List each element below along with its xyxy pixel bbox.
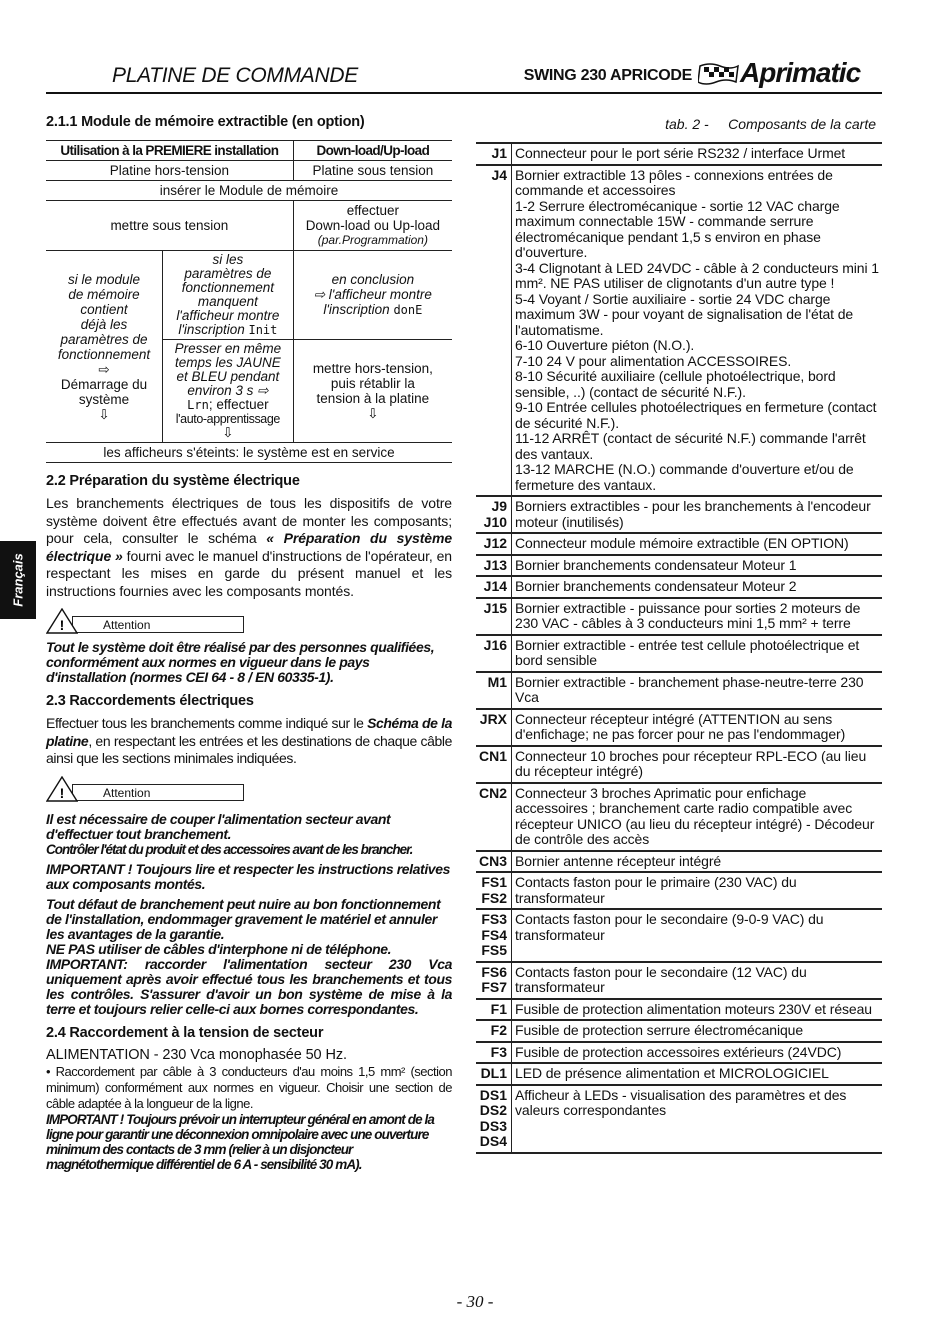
component-code: JRX	[476, 709, 512, 746]
section-2-3-paragraph: Effectuer tous les branchements comme indiqué sur le Schéma de la platine, en respectant les entrées et les destinations de chaque câble ainsi que les sections minimales indiquées.	[46, 715, 452, 766]
component-code: F3	[476, 1042, 512, 1064]
svg-text:!: !	[59, 784, 65, 801]
table-cell-conclusion: en conclusion ⇨ l'afficheur montre l'inscription donE	[293, 251, 452, 340]
memory-module-table	[46, 140, 452, 463]
section-2-2-title: 2.2 Préparation du système électrique	[46, 473, 300, 489]
warning-text: IMPORTANT ! Toujours lire et respecter les instructions relatives aux composants montés.	[46, 860, 450, 892]
component-code: DL1	[476, 1063, 512, 1085]
arrow-down-icon: ⇩	[222, 425, 234, 440]
component-description: Borniers extractibles - pour les branchements à l'encodeur moteur (inutilisés)	[512, 496, 882, 533]
component-code: J16	[476, 635, 512, 672]
component-code: FS3 FS4 FS5	[476, 909, 512, 962]
arrow-down-icon: ⇩	[367, 406, 379, 421]
component-code: J1	[476, 143, 512, 165]
warning-text: Il est nécessaire de couper l'alimentation secteur avant d'effectuer tout branchement.	[46, 810, 391, 842]
component-code: J14	[476, 576, 512, 598]
table-row	[476, 555, 882, 577]
warning-text: NE PAS utiliser de câbles d'interphone ni de téléphone.	[46, 940, 392, 957]
component-code: J13	[476, 555, 512, 577]
component-description: LED de présence alimentation et MICROLOGICIEL	[512, 1063, 882, 1085]
header-rule	[46, 92, 882, 94]
table-cell: effectuer Down-load ou Up-load (par.Programmation)	[293, 201, 452, 251]
component-description: Bornier extractible - branchement phase-neutre-terre 230 Vca	[512, 672, 882, 709]
table-row	[476, 1085, 882, 1153]
component-code: FS6 FS7	[476, 962, 512, 999]
section-2-3-title: 2.3 Raccordements électriques	[46, 693, 254, 709]
table-row	[476, 872, 882, 909]
display-code-lrn: Lrn	[187, 398, 209, 412]
component-description: Fusible de protection serrure électromécanique	[512, 1020, 882, 1042]
logo-text: Aprimatic	[740, 57, 861, 88]
arrow-right-icon: ⇨	[98, 361, 110, 377]
component-code: DS1 DS2 DS3 DS4	[476, 1085, 512, 1153]
component-description: Connecteur 10 broches pour récepteur RPL-ECO (au lieu du récepteur intégré)	[512, 746, 882, 783]
component-description: Contacts faston pour le secondaire (12 VAC) du transformateur	[512, 962, 882, 999]
component-code: J4	[476, 165, 512, 497]
display-code-init: Init	[248, 323, 278, 337]
table-row	[476, 533, 882, 555]
component-code: CN2	[476, 783, 512, 851]
svg-text:!: !	[59, 617, 65, 633]
attention-notice	[46, 776, 452, 802]
component-description: Connecteur pour le port série RS232 / interface Urmet	[512, 143, 882, 165]
table-row	[476, 962, 882, 999]
component-code: FS1 FS2	[476, 872, 512, 909]
power-supply-line: ALIMENTATION - 230 Vca monophasée 50 Hz.	[46, 1046, 347, 1063]
table-row	[476, 1063, 882, 1085]
table-row	[476, 909, 882, 962]
component-description: Fusible de protection accessoires extérieurs (24VDC)	[512, 1042, 882, 1064]
cable-paragraph: • Raccordement par câble à 3 conducteurs d'au moins 1,5 mm² (section minimum) conformément aux normes en vigueur. Choisir une section de câble adaptée à la longueur de la ligne.	[46, 1064, 452, 1111]
component-description: Bornier extractible 13 pôles - connexions entrées de commande et accessoires 1-2 Serrure électromécanique - sortie 12 VAC charge maximum connectable 15W - commande serrure électromécanique pendant 1,5 s environ en phase d'ouverture. 3-4 Clignotant à LED 24VDC - câble à 2 conducteurs mini 1 mm². NE PAS utiliser de clignotants d'un autre type ! 5-4 Voyant / Sortie auxiliaire - sortie 24 VDC charge maximum 3W - pour voyant de signalisation de l'état de l'automatisme. 6-10 Ouverture piéton (N.O.). 7-10 24 V pour alimentation ACCESSOIRES. 8-10 Sécurité auxiliaire (cellule photoélectrique, bord sensible, ..) (contact de sécurité N.F.). 9-10 Entrée cellules photoélectriques en fermeture (contact de sécurité N.F.). 11-12 ARRÊT (contact de sécurité N.F.) commande l'arrêt des vantaux. 13-12 MARCHE (N.O.) commande d'ouverture et/ou de fermeture des vantaux.	[512, 165, 882, 497]
page-number: - 30 -	[456, 1292, 494, 1311]
warning-text: Contrôler l'état du produit et des accessoires avant de les brancher.	[46, 841, 413, 857]
table-row	[476, 576, 882, 598]
component-description: Fusible de protection alimentation moteurs 230V et réseau	[512, 999, 882, 1021]
table-cell: Platine sous tension	[293, 161, 452, 181]
attention-notice	[46, 608, 452, 634]
table-cell: insérer le Module de mémoire	[46, 181, 452, 201]
table-row	[476, 598, 882, 635]
table-row	[476, 496, 882, 533]
brand-logo	[698, 56, 882, 92]
component-description: Bornier extractible - entrée test cellule photoélectrique et bord sensible	[512, 635, 882, 672]
component-description: Bornier branchements condensateur Moteur 2	[512, 576, 882, 598]
table-cell-press-buttons: Presser en même temps les JAUNE et BLEU pendant environ 3 s ⇨ Lrn; effectuer l'auto-apprentissage ⇩	[163, 340, 294, 443]
language-tab	[0, 541, 36, 619]
section-2-1-1-title: 2.1.1 Module de mémoire extractible (en option)	[46, 114, 365, 130]
table-row	[476, 709, 882, 746]
table-row	[476, 165, 882, 497]
table-cell: Platine hors-tension	[46, 161, 293, 181]
table-row	[476, 999, 882, 1021]
table-cell-params-missing: si les paramètres de fonctionnement manquent l'afficheur montre l'inscription Init	[163, 251, 294, 340]
table-row	[476, 672, 882, 709]
table-header-first-install: Utilisation à la PREMIERE installation	[46, 141, 293, 161]
component-code: J15	[476, 598, 512, 635]
right-column	[476, 114, 882, 1154]
component-code: M1	[476, 672, 512, 709]
table-row	[476, 143, 882, 165]
component-code: CN3	[476, 851, 512, 873]
page-title: PLATINE DE COMMANDE	[112, 64, 358, 87]
arrow-down-icon: ⇩	[98, 406, 110, 422]
table-cell-module-contains: si le module de mémoire contient déjà les paramètres de fonctionnement ⇨ Démarrage du système ⇩	[46, 251, 163, 443]
table-row	[476, 746, 882, 783]
display-code-done: donE	[393, 303, 423, 317]
component-description: Connecteur module mémoire extractible (EN OPTION)	[512, 533, 882, 555]
component-description: Afficheur à LEDs - visualisation des paramètres et des valeurs correspondantes	[512, 1085, 882, 1153]
component-code: F1	[476, 999, 512, 1021]
section-2-2-paragraph: Les branchements électriques de tous les dispositifs de votre système doivent être effectués avant de monter les composants; pour cela, consulter le schéma « Préparation du système électrique » fourni avec le manuel d'instructions de l'opérateur, en respectant les mises en garde du présent manuel et les instructions fournies avec les composants montés.	[46, 495, 453, 599]
component-code: CN1	[476, 746, 512, 783]
table-row	[476, 851, 882, 873]
breaker-warning: IMPORTANT ! Toujours prévoir un interrupteur général en amont de la ligne pour garantir une déconnexion omnipolaire avec une ouverture minimum des contacts de 3 mm (relier à un disjoncteur magnétothermique différentiel de 6 A - sensibilité 30 mA).	[46, 1112, 434, 1172]
table-cell: mettre sous tension	[46, 201, 293, 251]
qualified-warning: Tout le système doit être réalisé par des personnes qualifiées, conformément aux normes en vigueur dans le pays d'installation (normes CEI 64 - 8 / EN 60335-1).	[46, 639, 435, 685]
component-description: Bornier extractible - puissance pour sorties 2 moteurs de 230 VAC - câbles à 3 conducteurs mini 1,5 mm² + terre	[512, 598, 882, 635]
component-description: Contacts faston pour le primaire (230 VAC) du transformateur	[512, 872, 882, 909]
table-row	[476, 1042, 882, 1064]
component-description: Contacts faston pour le secondaire (9-0-9 VAC) du transformateur	[512, 909, 882, 962]
component-code: J12	[476, 533, 512, 555]
table-cell-in-service: les afficheurs s'éteints: le système est en service	[46, 443, 452, 463]
model-name: SWING 230 APRICODE	[523, 67, 692, 84]
warning-text: Tout défaut de branchement peut nuire au bon fonctionnement de l'installation, endommager gravement le matériel et annuler les avantages de la garantie.	[46, 895, 441, 942]
warning-triangle-icon	[46, 776, 78, 802]
section-2-4-title: 2.4 Raccordement à la tension de secteur	[46, 1024, 324, 1041]
component-description: Bornier branchements condensateur Moteur 1	[512, 555, 882, 577]
table-cell-power-off: mettre hors-tension, puis rétablir la tension à la platine ⇩	[293, 340, 452, 443]
attention-label: Attention	[72, 616, 244, 633]
attention-label: Attention	[72, 784, 244, 801]
page-header	[46, 56, 882, 96]
table-caption: tab. 2 - Composants de la carte	[665, 116, 876, 132]
component-code: F2	[476, 1020, 512, 1042]
language-label: Français	[10, 553, 26, 607]
component-description: Connecteur 3 broches Aprimatic pour enfichage accessoires ; branchement carte radio compatible avec récepteur UNICO (au lieu du récepteur intégré) - Décodeur de contrôle des accès	[512, 783, 882, 851]
checkered-flag-icon	[698, 62, 740, 86]
component-description: Connecteur récepteur intégré (ATTENTION au sens d'enfichage; ne pas forcer pour ne pas l'endommager)	[512, 709, 882, 746]
warning-triangle-icon	[46, 608, 78, 634]
table-row	[476, 635, 882, 672]
left-column	[46, 114, 452, 1172]
table-row	[476, 1020, 882, 1042]
table-header-download: Down-load/Up-load	[293, 141, 452, 161]
warning-text: IMPORTANT: raccorder l'alimentation secteur 230 Vca uniquement après avoir effectué tous les branchements et tous les contrôles. S'assurer d'avoir un bon système de mise à la terre et toujours relier celle-ci aux bornes correspondantes.	[46, 955, 452, 1017]
component-code: J9 J10	[476, 496, 512, 533]
components-table	[476, 142, 882, 1154]
component-description: Bornier antenne récepteur intégré	[512, 851, 882, 873]
table-row	[476, 783, 882, 851]
